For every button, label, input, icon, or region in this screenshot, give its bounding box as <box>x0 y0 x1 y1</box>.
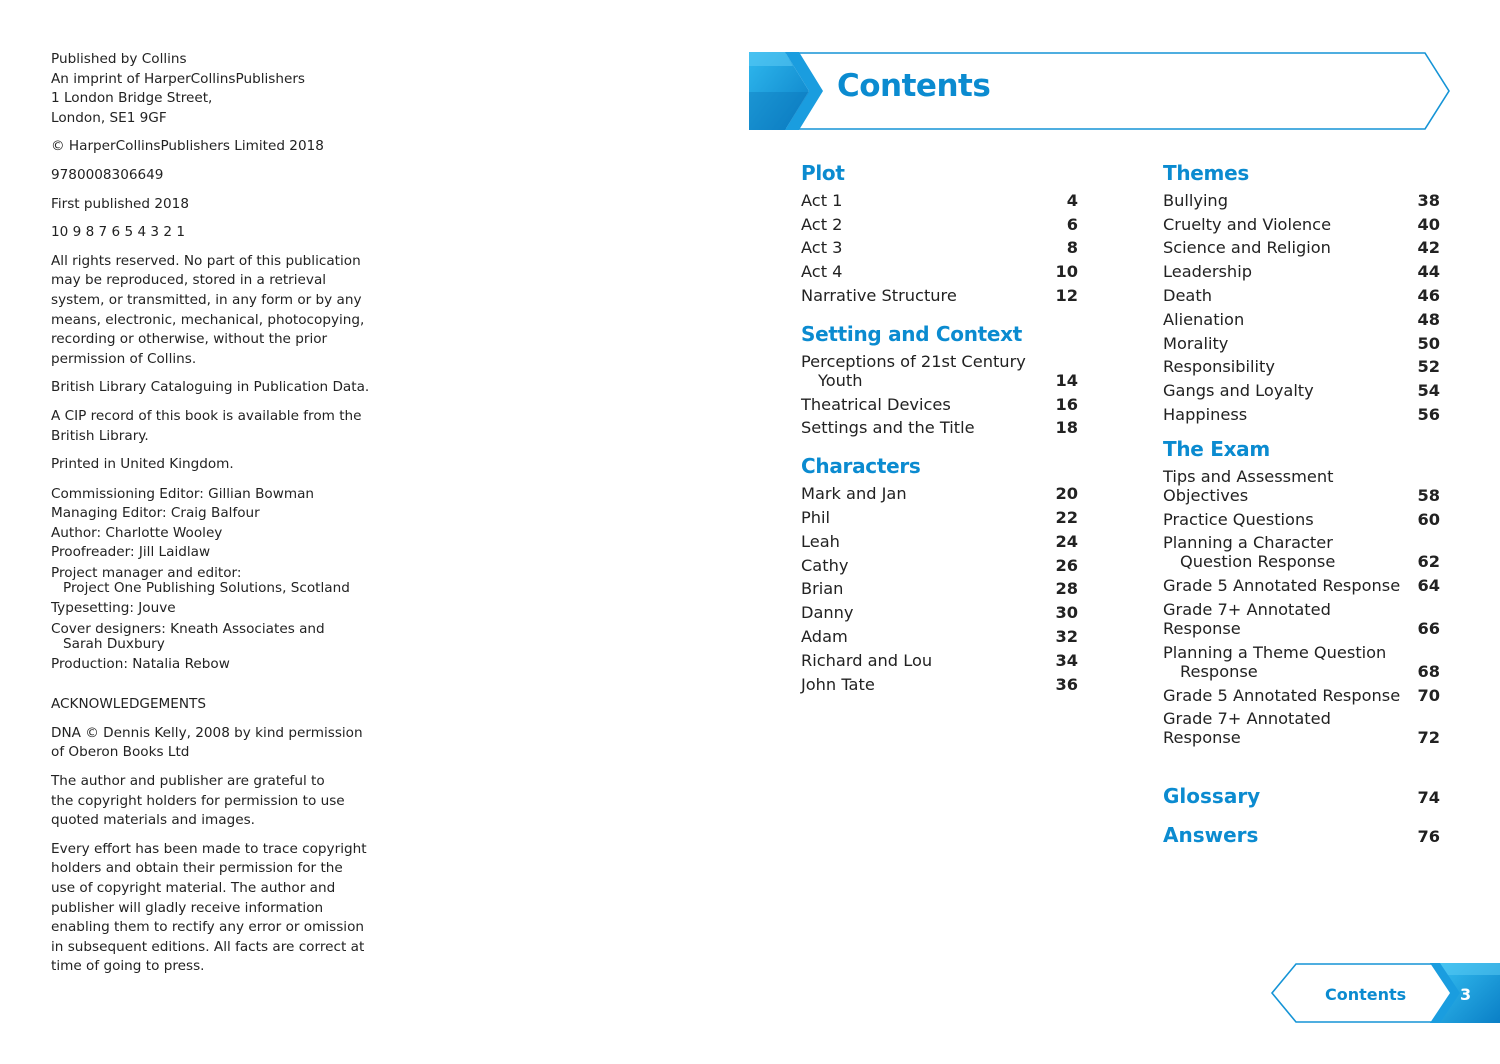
entry-title: Happiness <box>1163 404 1248 424</box>
toc-entry[interactable] <box>801 508 1078 527</box>
dna-line: DNA © Dennis Kelly, 2008 by kind permission <box>51 724 363 741</box>
toc-entry[interactable] <box>801 627 1078 646</box>
entry-page: 62 <box>1417 552 1440 572</box>
toc-entry[interactable] <box>801 286 1078 305</box>
entry-title: Cathy <box>801 555 849 575</box>
entry-title: Adam <box>801 626 848 646</box>
toc-column-right <box>1163 160 1440 848</box>
toc-entry[interactable] <box>1163 686 1440 705</box>
credit-managing: Managing Editor: Craig Balfour <box>51 505 260 522</box>
entry-page: 54 <box>1417 381 1440 401</box>
entry-page: 30 <box>1055 603 1078 623</box>
rights-block <box>51 252 381 370</box>
entry-title <box>1163 533 1412 571</box>
toc-entry[interactable] <box>1163 467 1440 505</box>
toc-entry[interactable] <box>801 418 1078 437</box>
toc-section-setting <box>801 321 1078 437</box>
publisher-line: 1 London Bridge Street, <box>51 90 213 107</box>
entry-title: Responsibility <box>1163 357 1275 377</box>
toc-entry[interactable] <box>1163 381 1440 400</box>
entry-page: 10 <box>1055 262 1078 282</box>
credit-cover-label: Cover designers: Kneath Associates and <box>51 620 325 637</box>
toc-entry[interactable] <box>801 651 1078 670</box>
entry-title-line2: Question Response <box>1180 552 1336 572</box>
entry-page: 14 <box>1055 370 1078 390</box>
entry-page: 44 <box>1417 262 1440 282</box>
effort-line: use of copyright material. The author and <box>51 880 336 896</box>
entry-page: 58 <box>1417 485 1440 505</box>
credit-cover-value: Sarah Duxbury <box>63 635 165 652</box>
toc-entry[interactable] <box>1163 510 1440 529</box>
contents-title: Contents <box>837 68 991 104</box>
toc-entry[interactable] <box>1163 600 1440 638</box>
entry-title: Leadership <box>1163 262 1252 282</box>
toc-entry[interactable] <box>801 675 1078 694</box>
toc-entry[interactable] <box>801 556 1078 575</box>
dna-block <box>51 724 381 763</box>
entry-page: 6 <box>1066 214 1078 234</box>
entry-title: Phil <box>801 507 831 527</box>
toc-section-plot <box>801 160 1078 305</box>
credits-block <box>51 485 381 675</box>
section-heading[interactable]: Themes <box>1163 161 1249 185</box>
grateful-block <box>51 772 381 831</box>
entry-title-line2: Response <box>1180 661 1258 681</box>
entry-page: 16 <box>1055 394 1078 414</box>
credit-production: Production: Natalia Rebow <box>51 655 230 672</box>
toc-entry[interactable] <box>801 603 1078 622</box>
effort-line: Every effort has been made to trace copyright <box>51 840 367 857</box>
cip-line: British Library. <box>51 427 149 444</box>
dna-line: of Oberon Books Ltd <box>51 744 190 761</box>
toc-entry[interactable] <box>801 484 1078 503</box>
entry-page: 56 <box>1417 404 1440 424</box>
entry-page: 74 <box>1417 788 1440 808</box>
effort-line: publisher will gladly receive information <box>51 899 324 916</box>
credit-pm-label: Project manager and editor: <box>51 565 242 582</box>
printed-in: Printed in United Kingdom. <box>51 456 234 473</box>
entry-title: Mark and Jan <box>801 484 907 504</box>
entry-page: 32 <box>1055 626 1078 646</box>
entry-title: Act 3 <box>801 238 843 258</box>
entry-page: 52 <box>1417 357 1440 377</box>
entry-title: Act 2 <box>801 214 843 234</box>
cip-line: A CIP record of this book is available from the <box>51 407 362 424</box>
toc-entry[interactable] <box>801 395 1078 414</box>
entry-title: John Tate <box>801 674 875 694</box>
entry-title: Answers <box>1163 823 1259 848</box>
entry-page: 28 <box>1055 579 1078 599</box>
isbn: 9780008306649 <box>51 166 164 183</box>
entry-title: Tips and Assessment Objectives <box>1163 466 1334 505</box>
entry-page: 64 <box>1417 576 1440 596</box>
first-published: First published 2018 <box>51 195 189 212</box>
entry-title: Glossary <box>1163 784 1261 809</box>
rights-line: may be reproduced, stored in a retrieval <box>51 272 327 289</box>
effort-line: enabling them to rectify any error or omission <box>51 919 365 936</box>
toc-entry[interactable] <box>1163 576 1440 595</box>
toc-entry[interactable] <box>1163 310 1440 329</box>
toc-entry[interactable] <box>1163 357 1440 376</box>
entry-page: 24 <box>1055 531 1078 551</box>
section-heading[interactable]: Characters <box>801 454 921 479</box>
toc-entry[interactable] <box>1163 191 1440 210</box>
section-heading[interactable]: The Exam <box>1163 436 1270 461</box>
credit-typesetting: Typesetting: Jouve <box>51 600 176 617</box>
entry-page: 42 <box>1417 238 1440 258</box>
entry-page: 36 <box>1055 674 1078 694</box>
entry-title: Science and Religion <box>1163 238 1331 258</box>
entry-page: 34 <box>1055 650 1078 670</box>
toc-section-exam <box>1163 436 1440 747</box>
entry-page: 8 <box>1066 238 1078 258</box>
entry-title: Act 4 <box>801 262 843 282</box>
rights-line: permission of Collins. <box>51 350 197 367</box>
toc-entry[interactable] <box>1163 709 1440 747</box>
entry-page: 48 <box>1417 309 1440 329</box>
toc-entry[interactable] <box>801 191 1078 210</box>
contents-banner <box>749 52 1451 132</box>
entry-title: Settings and the Title <box>801 418 975 438</box>
entry-title-line1: Planning a Theme Question <box>1163 642 1387 662</box>
rights-line: All rights reserved. No part of this publication <box>51 252 361 269</box>
entry-title <box>1163 643 1412 681</box>
rights-line: means, electronic, mechanical, photocopying, <box>51 311 365 328</box>
entry-title: Grade 5 Annotated Response <box>1163 685 1401 705</box>
entry-title: Brian <box>801 579 844 599</box>
entry-title: Theatrical Devices <box>801 394 951 414</box>
entry-page: 38 <box>1417 190 1440 210</box>
copyright-line: © HarperCollinsPublishers Limited 2018 <box>51 138 324 155</box>
entry-title: Act 1 <box>801 190 843 210</box>
entry-page: 40 <box>1417 214 1440 234</box>
toc-entry[interactable] <box>801 532 1078 551</box>
toc-entry[interactable] <box>801 579 1078 598</box>
page-number: 3 <box>1460 985 1472 1004</box>
credit-commissioning: Commissioning Editor: Gillian Bowman <box>51 485 315 502</box>
acknowledgements-heading: ACKNOWLEDGEMENTS <box>51 696 206 713</box>
footer-page-tab <box>1270 963 1500 1025</box>
entry-page: 18 <box>1055 418 1078 438</box>
toc-entry[interactable] <box>1163 286 1440 305</box>
entry-title: Death <box>1163 285 1212 305</box>
rights-line: recording or otherwise, without the prior <box>51 331 328 348</box>
entry-title: Grade 7+ Annotated Response <box>1163 709 1331 748</box>
grateful-line: the copyright holders for permission to use <box>51 792 345 809</box>
entry-page: 12 <box>1055 285 1078 305</box>
grateful-line: quoted materials and images. <box>51 812 255 829</box>
credit-proofreader: Proofreader: Jill Laidlaw <box>51 544 211 561</box>
toc-entry[interactable] <box>1163 215 1440 234</box>
entry-page: 60 <box>1417 509 1440 529</box>
toc-section-themes <box>1163 160 1440 424</box>
section-heading[interactable]: Setting and Context <box>801 321 1023 346</box>
entry-title-line1: Perceptions of 21st Century <box>801 351 1026 371</box>
entry-title: Danny <box>801 603 854 623</box>
publisher-line: Published by Collins <box>51 51 187 67</box>
toc-entry[interactable] <box>1163 533 1440 571</box>
toc-entry[interactable] <box>1163 262 1440 281</box>
cataloguing-line: British Library Cataloguing in Publication Data. <box>51 379 370 396</box>
entry-title-line2: Youth <box>818 370 863 390</box>
toc-entry-answers[interactable] <box>1163 822 1440 848</box>
entry-title: Richard and Lou <box>801 650 933 670</box>
entry-title: Bullying <box>1163 190 1228 210</box>
entry-title-line1: Planning a Character <box>1163 533 1333 553</box>
toc-entry[interactable] <box>801 238 1078 257</box>
entry-page: 22 <box>1055 507 1078 527</box>
entry-page: 76 <box>1417 827 1440 847</box>
effort-block <box>51 840 381 977</box>
grateful-line: The author and publisher are grateful to <box>51 773 325 790</box>
entry-page: 68 <box>1417 661 1440 681</box>
entry-title: Narrative Structure <box>801 285 957 305</box>
entry-title: Leah <box>801 531 840 551</box>
entry-title: Morality <box>1163 333 1229 353</box>
imprint-page <box>51 50 381 986</box>
footer-section-label: Contents <box>1325 985 1407 1004</box>
toc-entry[interactable] <box>1163 238 1440 257</box>
toc-entry-glossary[interactable] <box>1163 783 1440 809</box>
cip-block <box>51 407 381 446</box>
toc-entry[interactable] <box>801 262 1078 281</box>
credit-pm-value: Project One Publishing Solutions, Scotland <box>63 580 350 597</box>
entry-page: 4 <box>1066 190 1078 210</box>
toc-section-characters <box>801 453 1078 693</box>
effort-line: in subsequent editions. All facts are correct at <box>51 938 365 955</box>
entry-page: 70 <box>1417 685 1440 705</box>
entry-title: Alienation <box>1163 309 1245 329</box>
entry-page: 72 <box>1417 728 1440 748</box>
toc-entry[interactable] <box>1163 643 1440 681</box>
effort-line: time of going to press. <box>51 958 205 975</box>
entry-page: 26 <box>1055 555 1078 575</box>
entry-page: 50 <box>1417 333 1440 353</box>
entry-page: 20 <box>1055 484 1078 504</box>
rights-line: system, or transmitted, in any form or by any <box>51 291 362 308</box>
effort-line: holders and obtain their permission for the <box>51 860 343 877</box>
entry-page: 66 <box>1417 618 1440 638</box>
toc-entry[interactable] <box>1163 334 1440 353</box>
entry-title: Gangs and Loyalty <box>1163 381 1314 401</box>
publisher-block <box>51 50 381 128</box>
publisher-line: London, SE1 9GF <box>51 109 167 126</box>
entry-page: 46 <box>1417 285 1440 305</box>
section-heading[interactable]: Plot <box>801 161 845 185</box>
entry-title: Practice Questions <box>1163 509 1314 529</box>
toc-entry[interactable] <box>1163 405 1440 424</box>
toc-entry[interactable] <box>801 352 1078 390</box>
entry-title: Grade 7+ Annotated Response <box>1163 599 1331 638</box>
toc-entry[interactable] <box>801 215 1078 234</box>
print-line: 10 9 8 7 6 5 4 3 2 1 <box>51 224 186 241</box>
credit-author: Author: Charlotte Wooley <box>51 524 223 541</box>
entry-title: Cruelty and Violence <box>1163 214 1332 234</box>
entry-title: Grade 5 Annotated Response <box>1163 576 1401 596</box>
publisher-line: An imprint of HarperCollinsPublishers <box>51 70 305 87</box>
toc-column-left <box>801 160 1078 694</box>
entry-title <box>801 352 1050 390</box>
